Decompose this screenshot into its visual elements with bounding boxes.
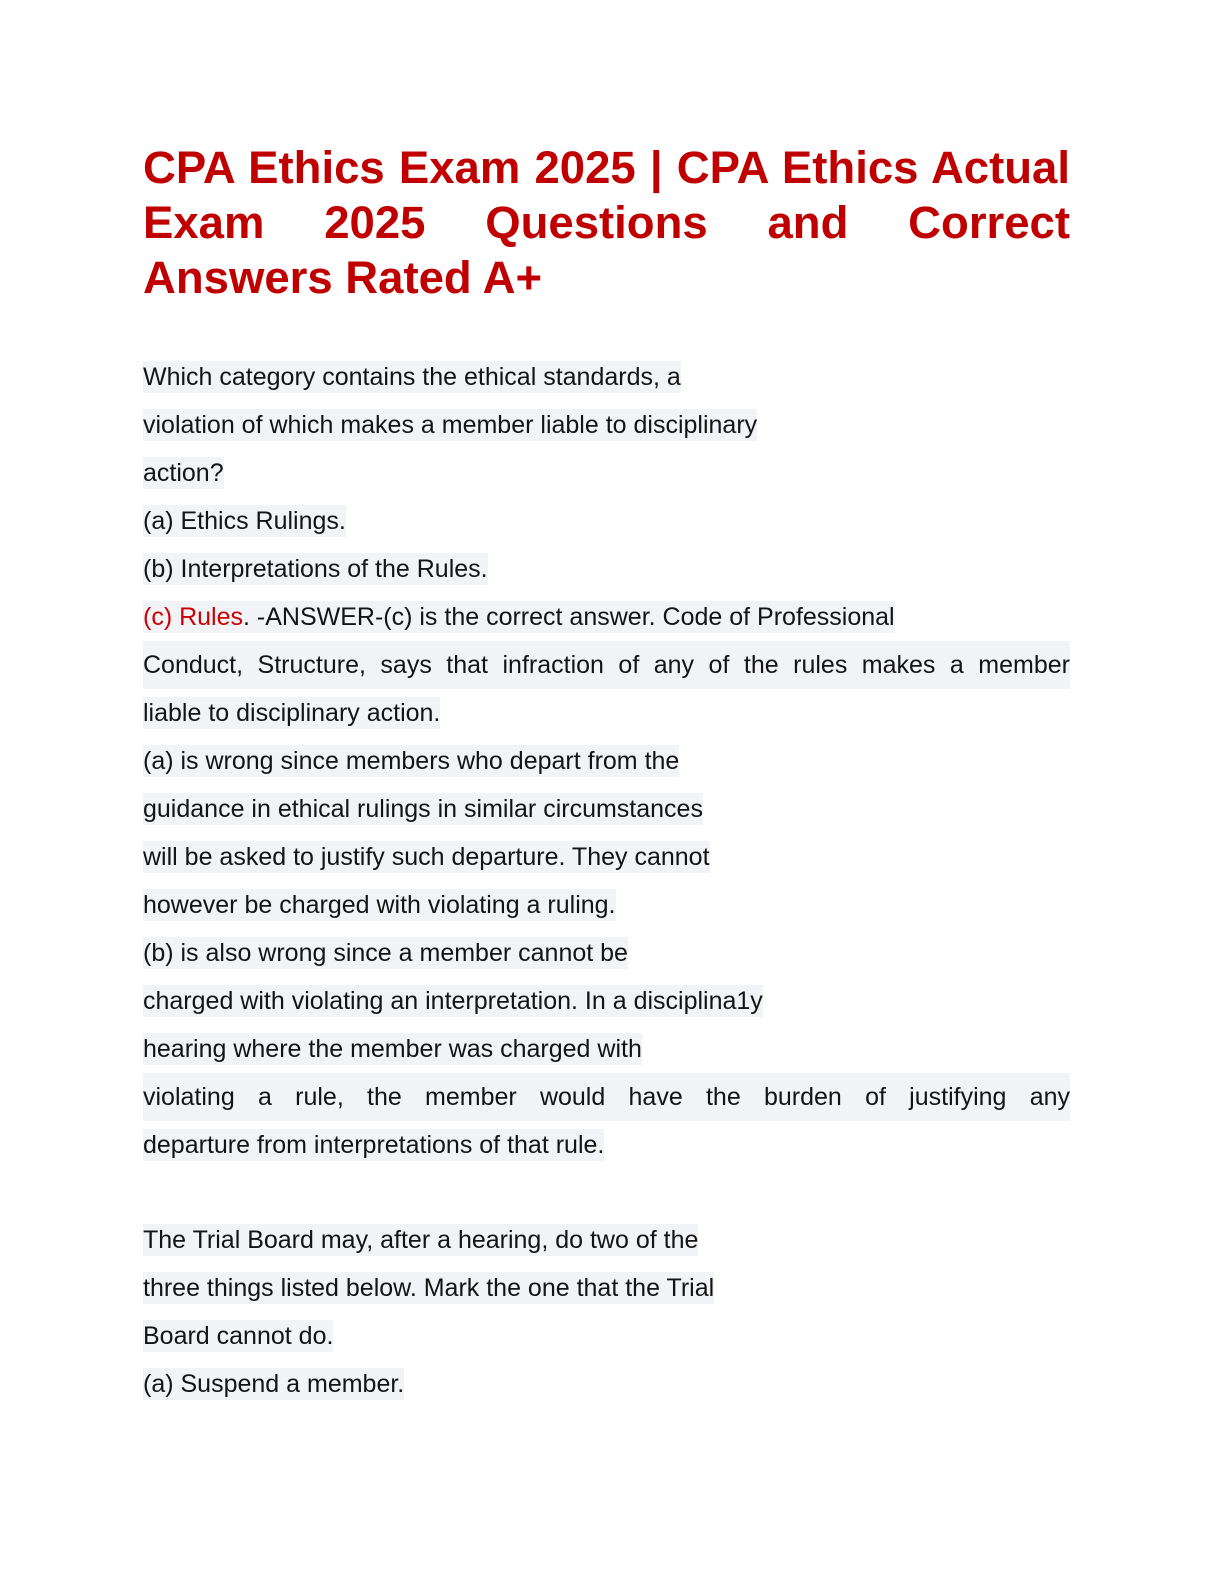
question-1-text-line-1: Which category contains the ethical standards, a [143, 363, 681, 391]
explanation-line-1: Conduct, Structure, says that infraction of any of the rules makes a member [143, 641, 1070, 689]
explanation-line-9: hearing where the member was charged with [143, 1035, 642, 1063]
question-2-option-a: (a) Suspend a member. [143, 1370, 405, 1398]
correct-option: (c) Rules [143, 603, 244, 631]
explanation-line-2: liable to disciplinary action. [143, 699, 441, 727]
explanation-line-6: however be charged with violating a ruling. [143, 891, 616, 919]
explanation-line-10: violating a rule, the member would have the burden of justifying any [143, 1073, 1070, 1121]
explanation-line-4: guidance in ethical rulings in similar circumstances [143, 795, 703, 823]
question-2 [143, 1216, 1070, 1408]
question-1-text-line-2: violation of which makes a member liable to disciplinary [143, 411, 758, 439]
question-2-text-line-1: The Trial Board may, after a hearing, do two of the [143, 1226, 699, 1254]
explanation-line-11: departure from interpretations of that rule. [143, 1131, 605, 1159]
explanation-line-5: will be asked to justify such departure. They cannot [143, 843, 710, 871]
document-title: CPA Ethics Exam 2025 | CPA Ethics Actual Exam 2025 Questions and Correct Answers Rated A+ [143, 142, 1070, 303]
explanation-line-8: charged with violating an interpretation. In a disciplina1y [143, 987, 763, 1015]
question-1-option-a: (a) Ethics Rulings. [143, 507, 346, 535]
question-1 [143, 353, 1070, 1169]
explanation-line-7: (b) is also wrong since a member cannot be [143, 939, 628, 967]
question-2-text-line-3: Board cannot do. [143, 1322, 334, 1350]
question-1-answer-line [143, 593, 1070, 641]
question-1-text-line-3: action? [143, 459, 224, 487]
answer-text: . -ANSWER-(c) is the correct answer. Code of Professional [243, 603, 895, 631]
explanation-line-3: (a) is wrong since members who depart from the [143, 747, 680, 775]
document-page [143, 140, 1070, 1408]
question-1-option-b: (b) Interpretations of the Rules. [143, 555, 488, 583]
question-2-text-line-2: three things listed below. Mark the one that the Trial [143, 1274, 715, 1302]
